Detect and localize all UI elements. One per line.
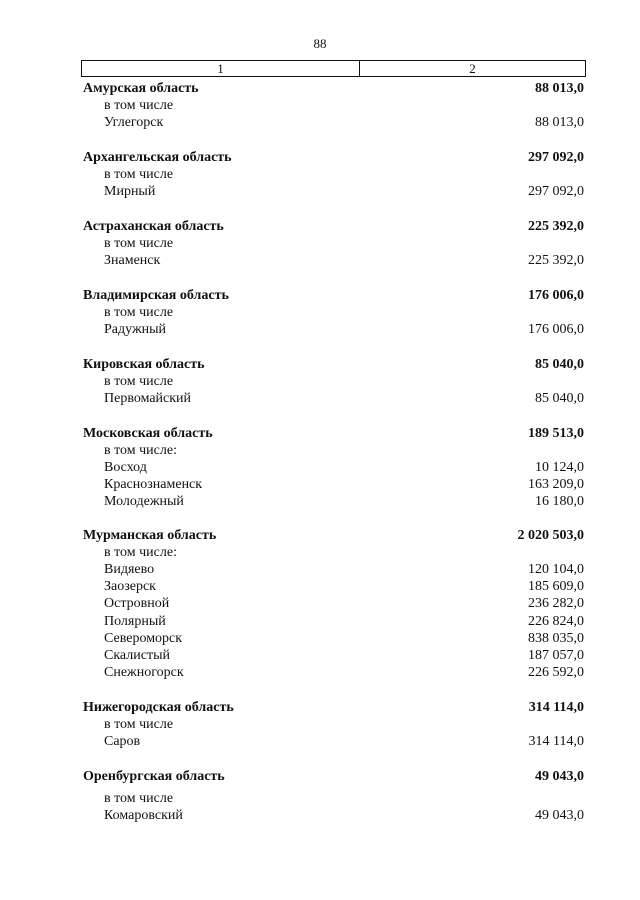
locality-row-label: Мирный [104, 184, 156, 200]
region-row-value: 297 092,0 [528, 150, 584, 165]
region-row-label: Нижегородская область [83, 700, 234, 715]
locality-row-value: 314 114,0 [528, 734, 584, 750]
region-row-value: 176 006,0 [528, 288, 584, 303]
subtotal-note-row-label: в том числе: [104, 545, 177, 561]
locality-row [83, 630, 584, 647]
locality-row-label: Первомайский [104, 391, 192, 407]
locality-row [83, 252, 584, 269]
locality-row [83, 390, 584, 407]
region-row-value: 88 013,0 [535, 81, 584, 96]
region-row [83, 425, 584, 442]
locality-row [83, 183, 584, 200]
region-row-value: 225 392,0 [528, 219, 584, 234]
region-row [83, 356, 584, 373]
locality-row-value: 226 824,0 [528, 613, 584, 629]
region-row [83, 149, 584, 166]
region-row [83, 768, 584, 785]
locality-row-value: 16 180,0 [535, 494, 584, 510]
locality-row [83, 321, 584, 338]
subtotal-note-row [83, 304, 584, 321]
table-header [81, 60, 586, 77]
locality-row [83, 595, 584, 612]
locality-row [83, 493, 584, 510]
locality-row-value: 88 013,0 [535, 115, 584, 131]
region-row-value: 189 513,0 [528, 426, 584, 441]
region-row-label: Кировская область [83, 357, 205, 372]
subtotal-note-row [83, 442, 584, 459]
locality-row [83, 578, 584, 595]
subtotal-note-row [83, 544, 584, 561]
subtotal-note-row-label: в том числе: [104, 443, 177, 459]
locality-row-label: Краснознаменск [104, 477, 203, 493]
locality-row [83, 733, 584, 750]
subtotal-note-row-label: в том числе [104, 236, 174, 252]
region-row [83, 287, 584, 304]
subtotal-note-row-label: в том числе [104, 305, 174, 321]
region-row-value: 314 114,0 [528, 700, 584, 715]
region-row-label: Мурманская область [83, 528, 217, 543]
subtotal-note-row [83, 790, 584, 807]
region-row-value: 49 043,0 [535, 769, 584, 784]
region-row-value: 85 040,0 [535, 357, 584, 372]
locality-row-value: 187 057,0 [528, 647, 584, 663]
region-row-value: 2 020 503,0 [517, 528, 584, 543]
locality-row [83, 807, 584, 824]
locality-row-label: Видяево [104, 562, 155, 578]
region-row [83, 699, 584, 716]
locality-row-label: Саров [104, 734, 141, 750]
locality-row-label: Заозерск [104, 579, 156, 595]
region-row-label: Московская область [83, 426, 213, 441]
page-number: 88 [313, 36, 327, 51]
locality-row-value: 85 040,0 [535, 391, 584, 407]
locality-row-label: Восход [104, 460, 147, 476]
subtotal-note-row [83, 373, 584, 390]
region-row [83, 80, 584, 97]
subtotal-note-row [83, 716, 584, 733]
locality-row [83, 647, 584, 664]
locality-row [83, 476, 584, 493]
locality-row-label: Полярный [104, 613, 166, 629]
locality-row-value: 236 282,0 [528, 596, 584, 612]
subtotal-note-row [83, 166, 584, 183]
locality-row-value: 49 043,0 [535, 808, 584, 824]
locality-row-value: 176 006,0 [528, 322, 584, 338]
locality-row-value: 185 609,0 [528, 579, 584, 595]
locality-row [83, 561, 584, 578]
region-row [83, 527, 584, 544]
locality-row-value: 10 124,0 [535, 460, 584, 476]
subtotal-note-row-label: в том числе [104, 791, 174, 806]
column-header-2: 2 [469, 61, 476, 76]
locality-row [83, 613, 584, 630]
locality-row [83, 459, 584, 476]
locality-row-value: 225 392,0 [528, 253, 584, 269]
locality-row-value: 120 104,0 [528, 562, 584, 578]
region-row-label: Амурская область [83, 81, 199, 96]
locality-row-label: Островной [104, 596, 170, 612]
locality-row-label: Молодежный [104, 494, 184, 510]
locality-row-label: Углегорск [104, 115, 164, 131]
region-row-label: Астраханская область [83, 219, 224, 234]
region-row-label: Владимирская область [83, 288, 229, 303]
region-row [83, 218, 584, 235]
region-row-label: Архангельская область [83, 150, 232, 165]
subtotal-note-row-label: в том числе [104, 717, 174, 733]
region-row-label: Оренбургская область [83, 769, 225, 784]
subtotal-note-row [83, 97, 584, 114]
column-header-1: 1 [82, 61, 360, 76]
locality-row-label: Североморск [104, 630, 183, 646]
locality-row-value: 297 092,0 [528, 184, 584, 200]
locality-row [83, 114, 584, 131]
locality-row [83, 664, 584, 681]
locality-row-value: 163 209,0 [528, 477, 584, 493]
locality-row-label: Комаровский [104, 808, 183, 824]
subtotal-note-row-label: в том числе [104, 374, 174, 390]
locality-row-label: Радужный [104, 322, 167, 338]
locality-row-label: Знаменск [104, 253, 161, 269]
locality-row-value: 838 035,0 [528, 630, 584, 646]
subtotal-note-row-label: в том числе [104, 167, 174, 183]
locality-row-label: Скалистый [104, 647, 170, 663]
locality-row-label: Снежногорск [104, 664, 184, 680]
locality-row-value: 226 592,0 [528, 664, 584, 680]
subtotal-note-row-label: в том числе [104, 98, 174, 114]
subtotal-note-row [83, 235, 584, 252]
